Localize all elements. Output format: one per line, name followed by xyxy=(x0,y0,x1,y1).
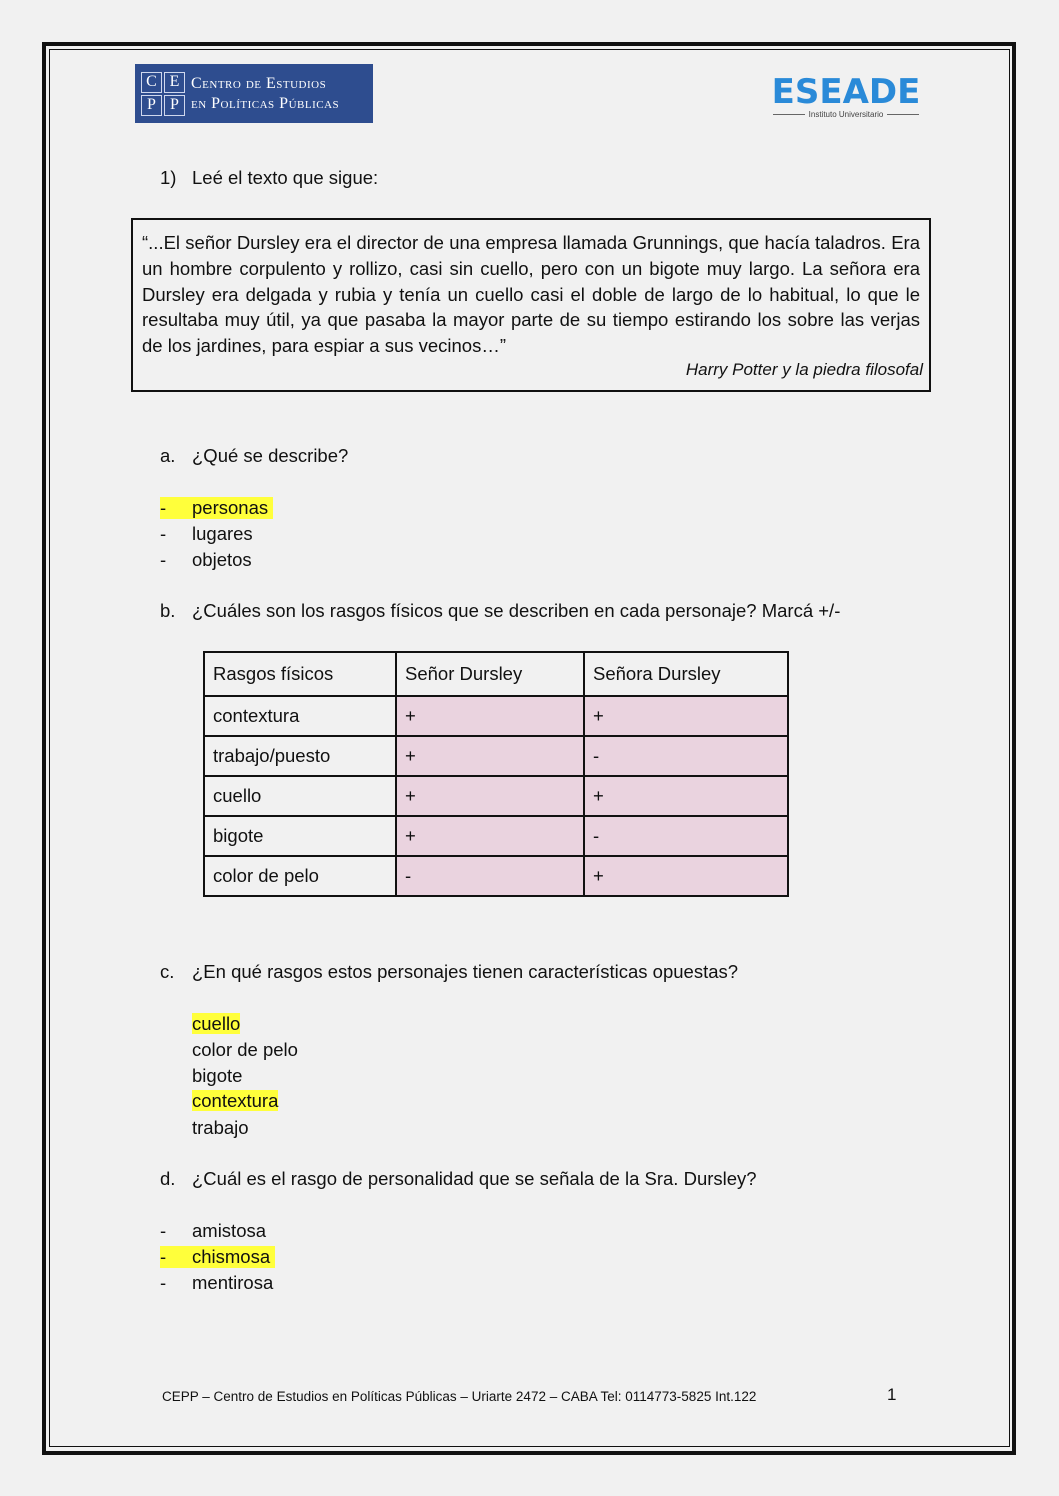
exercise-number: 1) xyxy=(160,167,177,188)
question-d-label: d. xyxy=(160,1168,176,1189)
quote-box xyxy=(131,218,931,392)
table-cell-trait: bigote xyxy=(204,816,396,856)
table-row xyxy=(204,776,788,816)
question-c-text: ¿En qué rasgos estos personajes tienen características opuestas? xyxy=(192,961,739,982)
table-cell-trait: color de pelo xyxy=(204,856,396,896)
table-row xyxy=(204,856,788,896)
question-d-option: mentirosa xyxy=(192,1272,274,1293)
table-row xyxy=(204,736,788,776)
question-c-option: bigote xyxy=(192,1065,243,1086)
table-cell-mark: - xyxy=(584,736,788,776)
question-d-option-selected: chismosa xyxy=(192,1246,271,1267)
list-bullet: - xyxy=(160,1272,167,1293)
table-cell-mark: + xyxy=(584,696,788,736)
table-cell-mark: + xyxy=(396,816,584,856)
cepp-logo-letter: P xyxy=(164,95,185,116)
table-cell-trait: cuello xyxy=(204,776,396,816)
cepp-logo-mark xyxy=(141,72,185,116)
cepp-logo-name-line1: Centro de Estudios xyxy=(191,74,327,92)
eseade-logo-subtitle: Instituto Universitario xyxy=(808,110,884,119)
eseade-logo-word: ESEADE xyxy=(771,72,921,112)
question-d-option: amistosa xyxy=(192,1220,267,1241)
eseade-logo xyxy=(768,74,924,124)
table-cell-mark: - xyxy=(396,856,584,896)
cepp-logo-letter: C xyxy=(141,72,162,93)
question-d-text: ¿Cuál es el rasgo de personalidad que se señala de la Sra. Dursley? xyxy=(192,1168,757,1189)
quote-text: “...El señor Dursley era el director de una empresa llamada Grunnings, que hacía taladros. Era un hombre corpulento y rollizo, casi sin cuello, pero con un bigote muy largo. La señora era Dursley era delgada y rubia y tenía un cuello casi el doble de largo de lo habitual, lo que le resultaba muy útil, ya que pasaba la mayor parte de su tiempo estirando los sobre las verjas de los jardines, para espiar a sus vecinos…” xyxy=(142,232,920,357)
table-header-row xyxy=(204,652,788,696)
table-cell-trait: contextura xyxy=(204,696,396,736)
list-bullet: - xyxy=(160,1220,167,1241)
table-cell-mark: + xyxy=(396,776,584,816)
exercise-instruction: Leé el texto que sigue: xyxy=(192,167,379,188)
table-cell-trait: trabajo/puesto xyxy=(204,736,396,776)
question-c-label: c. xyxy=(160,961,175,982)
table-cell-mark: + xyxy=(584,776,788,816)
footer-contact: CEPP – Centro de Estudios en Políticas Públicas – Uriarte 2472 – CABA Tel: 0114773-5825 Int.122 xyxy=(162,1389,757,1404)
table-header-cell: Rasgos físicos xyxy=(204,652,396,696)
table-header-cell: Señor Dursley xyxy=(396,652,584,696)
traits-table xyxy=(203,651,789,897)
cepp-logo-letter: E xyxy=(164,72,185,93)
question-c-option: color de pelo xyxy=(192,1039,298,1060)
table-cell-mark: + xyxy=(396,696,584,736)
list-bullet: - xyxy=(160,1246,167,1267)
table-row xyxy=(204,816,788,856)
table-cell-mark: - xyxy=(584,816,788,856)
question-a-option: objetos xyxy=(192,549,252,570)
cepp-logo-letter: P xyxy=(141,95,162,116)
cepp-logo xyxy=(135,64,373,123)
table-cell-mark: + xyxy=(584,856,788,896)
list-bullet: - xyxy=(160,497,167,518)
table-cell-mark: + xyxy=(396,736,584,776)
cepp-logo-name xyxy=(191,74,339,114)
table-header-cell: Señora Dursley xyxy=(584,652,788,696)
list-bullet: - xyxy=(160,523,167,544)
list-bullet: - xyxy=(160,549,167,570)
question-a-label: a. xyxy=(160,445,176,466)
question-a-text: ¿Qué se describe? xyxy=(192,445,349,466)
question-a-option: lugares xyxy=(192,523,253,544)
question-b-label: b. xyxy=(160,600,176,621)
divider xyxy=(773,114,805,115)
question-c-option-selected: cuello xyxy=(192,1013,241,1034)
page-number: 1 xyxy=(887,1385,897,1404)
table-row xyxy=(204,696,788,736)
question-a-option-selected: personas xyxy=(192,497,269,518)
divider xyxy=(887,114,919,115)
question-c-option-selected: contextura xyxy=(192,1090,279,1111)
question-b-text: ¿Cuáles son los rasgos físicos que se describen en cada personaje? Marcá +/- xyxy=(192,600,841,621)
cepp-logo-name-line2: en Políticas Públicas xyxy=(191,94,340,112)
question-c-option: trabajo xyxy=(192,1117,249,1138)
quote-source: Harry Potter y la piedra filosofal xyxy=(685,360,923,379)
